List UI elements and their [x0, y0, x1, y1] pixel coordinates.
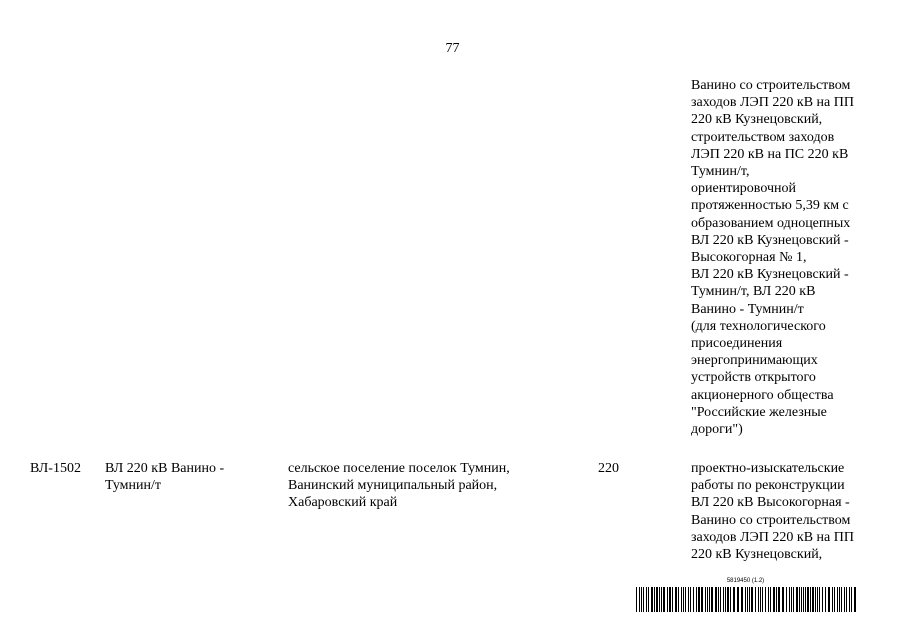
text-line: устройств открытого: [691, 370, 816, 386]
continued-description-cell: [691, 77, 854, 438]
barcode-label: 5819450 (1.2): [726, 578, 765, 584]
text-line: сельское поселение поселок Тумнин,: [288, 461, 510, 476]
text-line: энергопринимающих: [691, 353, 818, 369]
row-voltage: 220: [598, 461, 619, 476]
text-line: работы по реконструкции: [691, 478, 845, 494]
text-line: ВЛ 220 кВ Кузнецовский -: [691, 232, 849, 248]
text-line: (для технологического: [691, 318, 826, 334]
barcode-icon: [634, 587, 857, 612]
row-description: [691, 460, 854, 563]
text-line: образованием одноцепных: [691, 215, 851, 231]
text-line: "Российские железные: [691, 404, 827, 420]
text-line: Тумнин/т, ВЛ 220 кВ: [691, 284, 816, 300]
text-line: Тумнин/т: [105, 478, 162, 494]
text-line: ВЛ 220 кВ Высокогорная -: [691, 495, 850, 511]
text-line: акционерного общества: [691, 387, 834, 403]
row-location: [288, 460, 510, 512]
text-line: протяженностью 5,39 км с: [691, 198, 849, 214]
text-line: проектно-изыскательские: [691, 461, 845, 476]
text-line: Ванино со строительством: [691, 512, 851, 528]
text-line: Хабаровский край: [288, 495, 398, 511]
page-number: 77: [445, 41, 460, 56]
text-line: присоединения: [691, 336, 783, 352]
text-line: Ванинский муниципальный район,: [288, 478, 498, 494]
text-line: ВЛ 220 кВ Ванино -: [105, 461, 225, 476]
text-line: ВЛ 220 кВ Кузнецовский -: [691, 267, 849, 283]
text-line: ЛЭП 220 кВ на ПС 220 кВ: [691, 146, 849, 162]
text-line: дороги"): [691, 422, 743, 438]
row-code: ВЛ-1502: [30, 461, 81, 476]
text-line: заходов ЛЭП 220 кВ на ПП: [691, 95, 854, 111]
document-barcode: [634, 578, 857, 612]
text-line: заходов ЛЭП 220 кВ на ПП: [691, 529, 854, 545]
text-line: ориентировочной: [691, 181, 796, 197]
text-line: строительством заходов: [691, 129, 835, 145]
text-line: Тумнин/т,: [691, 164, 750, 180]
text-line: Ванино со строительством: [691, 78, 851, 93]
text-line: 220 кВ Кузнецовский,: [691, 547, 823, 563]
text-line: Высокогорная № 1,: [691, 250, 807, 266]
row-name: [105, 460, 224, 494]
text-line: Ванино - Тумнин/т: [691, 301, 804, 317]
text-line: 220 кВ Кузнецовский,: [691, 112, 823, 128]
